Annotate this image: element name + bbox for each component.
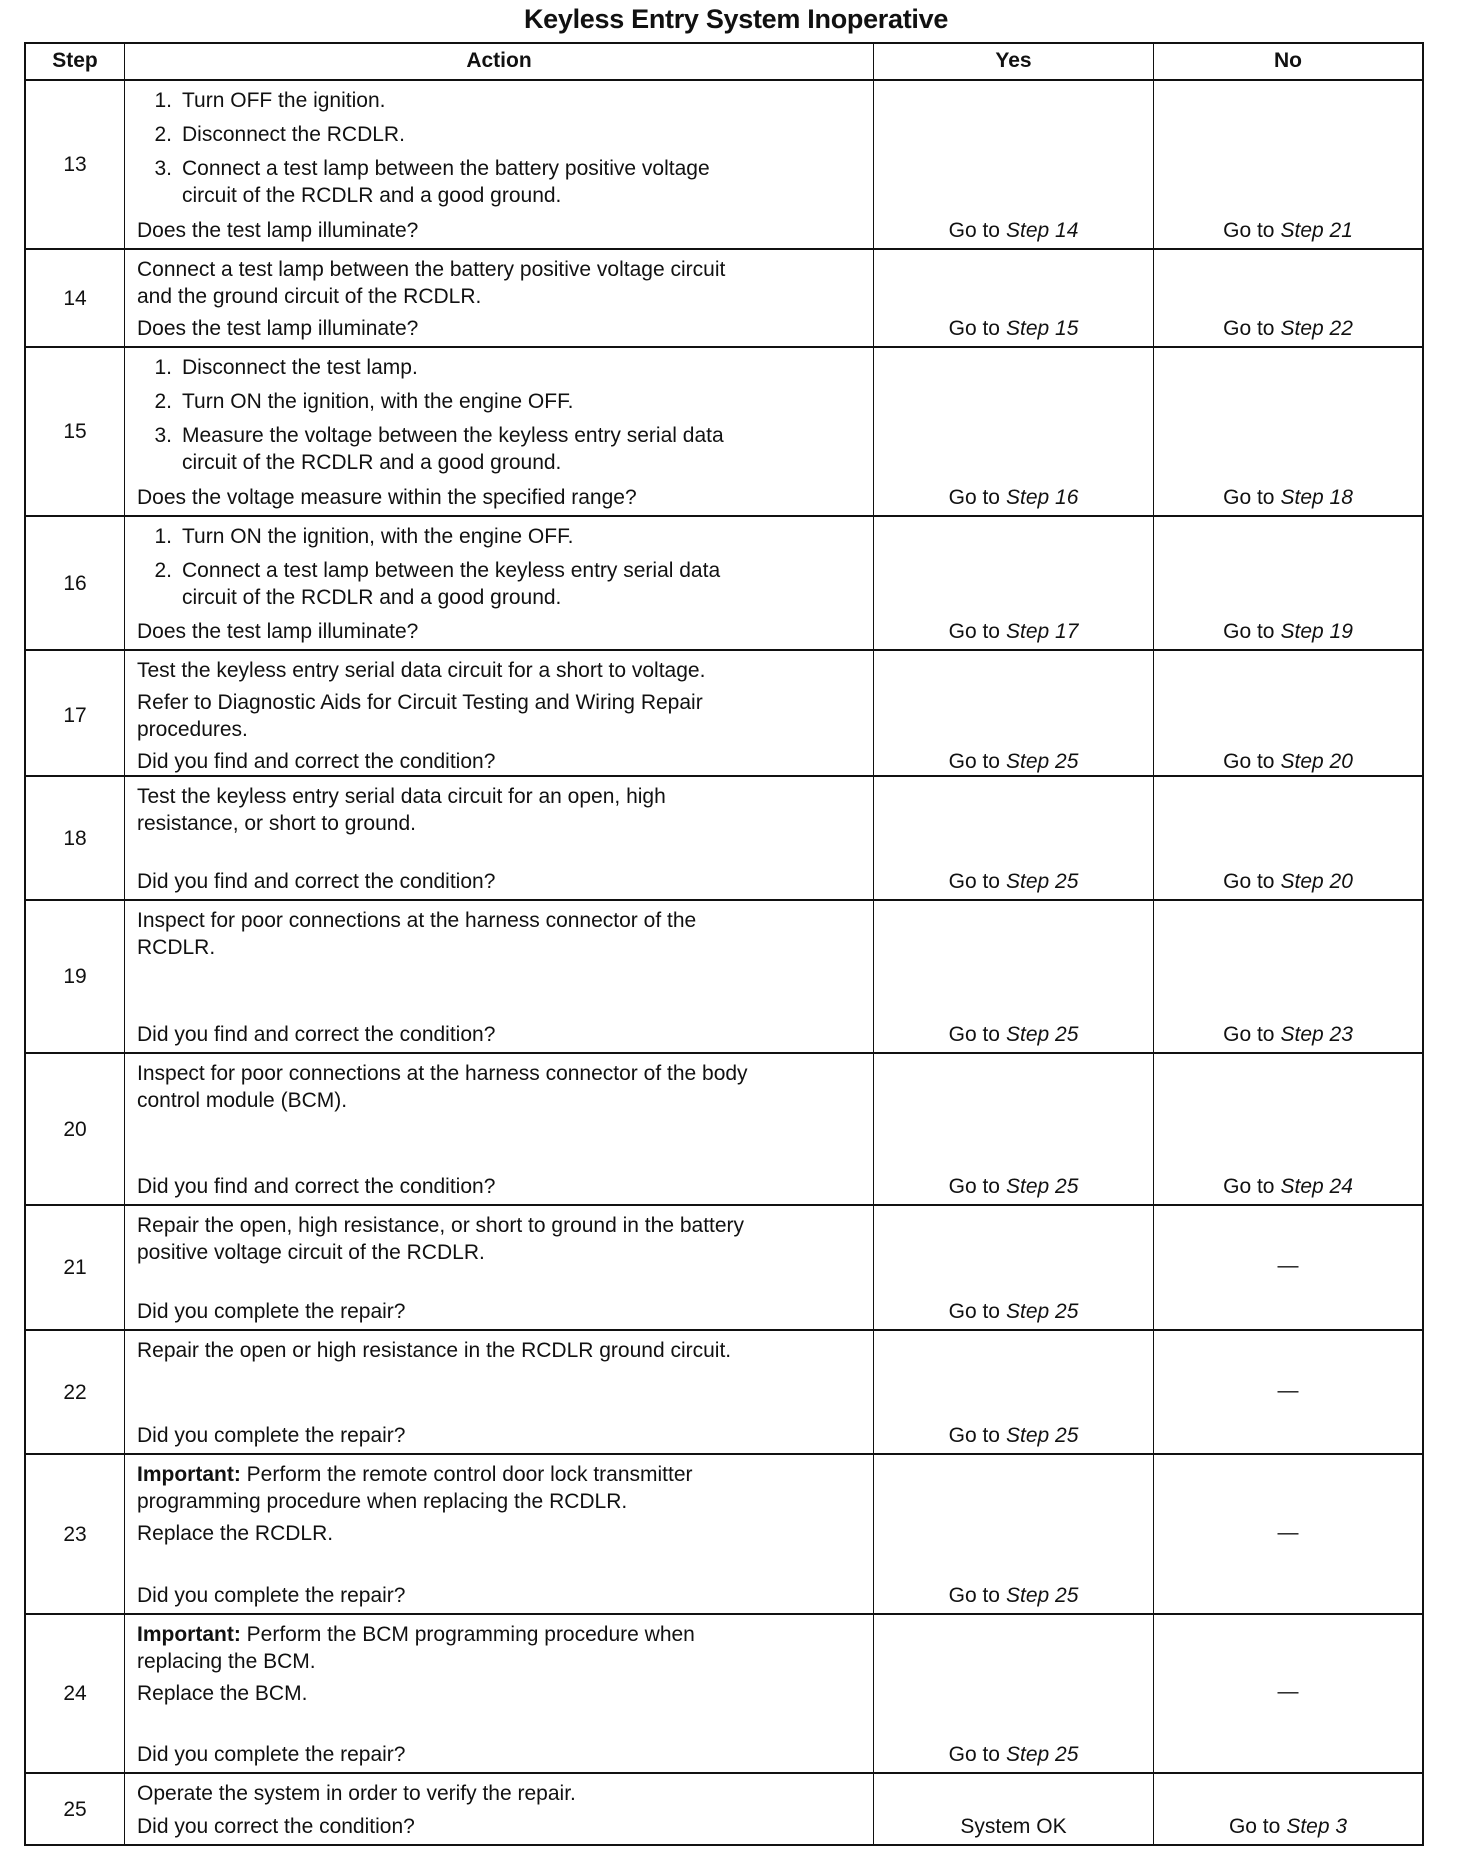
no-result — [1153, 1455, 1422, 1613]
text-line: Turn ON the ignition, with the engine OFF. — [182, 525, 574, 548]
text-line — [137, 810, 865, 837]
text-line: circuit of the RCDLR and a good ground. — [182, 586, 562, 609]
action-cell — [124, 1054, 873, 1204]
yes-result — [873, 1054, 1153, 1204]
item-number: 2. — [154, 123, 172, 146]
question: Did you find and correct the condition? — [137, 750, 496, 773]
no-result — [1153, 250, 1422, 346]
action-body — [137, 1780, 865, 1812]
no-goto-prefix: Go to — [1223, 870, 1275, 893]
diagnostic-table — [24, 42, 1424, 1846]
no-result — [1153, 777, 1422, 899]
text-span: replacing the BCM. — [137, 1650, 316, 1673]
text-span: resistance, or short to ground. — [137, 812, 416, 835]
question: Did you complete the repair? — [137, 1743, 406, 1766]
text-line — [137, 1239, 865, 1266]
text-line: Turn OFF the ignition. — [182, 89, 386, 112]
text-line — [137, 256, 865, 283]
text-line: Measure the voltage between the keyless entry serial data — [182, 424, 724, 447]
item-text — [182, 422, 724, 476]
text-line — [137, 1337, 865, 1364]
yes-goto-prefix: Go to — [948, 219, 1000, 242]
no-goto-prefix: Go to — [1223, 317, 1275, 340]
text-span: procedures. — [137, 718, 248, 741]
no-result — [1153, 901, 1422, 1052]
text-line — [137, 1648, 865, 1675]
yes-goto-prefix: Go to — [948, 870, 1000, 893]
question: Did you find and correct the condition? — [137, 1175, 496, 1198]
yes-goto-step: Step 25 — [1005, 1743, 1079, 1766]
yes-goto-step: Step 25 — [1005, 750, 1079, 773]
text-span: Test the keyless entry serial data circuit for an open, high — [137, 785, 666, 808]
header-action: Action — [124, 44, 873, 79]
important-label: Important: — [137, 1463, 241, 1486]
text-line: Disconnect the test lamp. — [182, 356, 418, 379]
text-span: control module (BCM). — [137, 1089, 348, 1112]
text-line — [137, 1212, 865, 1239]
table-row — [26, 1329, 1422, 1453]
yes-result — [873, 1615, 1153, 1772]
yes-goto-step: Step 25 — [1005, 1023, 1079, 1046]
step-number: 16 — [63, 571, 87, 595]
action-paragraph — [137, 256, 865, 310]
action-body — [137, 523, 865, 618]
action-body — [137, 354, 865, 483]
text-line — [137, 1461, 865, 1488]
action-paragraph — [137, 907, 865, 961]
action-cell — [124, 250, 873, 346]
numbered-step — [137, 557, 865, 611]
action-paragraph — [137, 1520, 865, 1547]
text-line — [137, 1680, 865, 1707]
question: Did you find and correct the condition? — [137, 1023, 496, 1046]
text-span: Replace the RCDLR. — [137, 1522, 334, 1545]
numbered-step — [137, 155, 865, 209]
step-number: 14 — [63, 286, 87, 310]
no-result — [1153, 348, 1422, 515]
question: Does the test lamp illuminate? — [137, 219, 419, 242]
text-line: circuit of the RCDLR and a good ground. — [182, 451, 562, 474]
text-line: Turn ON the ignition, with the engine OFF. — [182, 390, 574, 413]
action-cell — [124, 651, 873, 779]
question: Does the test lamp illuminate? — [137, 317, 419, 340]
no-goto-step: Step 19 — [1280, 620, 1353, 643]
step-number: 13 — [63, 153, 87, 176]
text-span: and the ground circuit of the RCDLR. — [137, 285, 482, 308]
table-row — [26, 899, 1422, 1052]
action-paragraph — [137, 657, 865, 684]
yes-goto-step: Step 25 — [1005, 1424, 1079, 1447]
no-goto-step: Step 24 — [1280, 1175, 1353, 1198]
no-text: — — [1277, 1378, 1299, 1402]
action-paragraph — [137, 1337, 865, 1364]
no-goto-prefix: Go to — [1223, 620, 1275, 643]
text-line — [137, 1520, 865, 1547]
action-body — [137, 1212, 865, 1271]
item-text — [182, 354, 418, 381]
action-paragraph — [137, 689, 865, 743]
yes-goto-step: Step 25 — [1005, 1300, 1079, 1323]
yes-goto-step: Step 17 — [1005, 620, 1079, 643]
yes-goto-prefix: Go to — [948, 486, 1000, 509]
header-no: No — [1153, 44, 1422, 79]
numbered-step — [137, 354, 865, 381]
no-goto-step: Step 23 — [1280, 1023, 1353, 1046]
action-paragraph — [137, 783, 865, 837]
no-goto-step: Step 21 — [1280, 219, 1353, 242]
action-cell — [124, 517, 873, 649]
text-span: Test the keyless entry serial data circuit for a short to voltage. — [137, 659, 706, 682]
yes-goto-step: Step 16 — [1005, 486, 1079, 509]
question: Did you complete the repair? — [137, 1300, 406, 1323]
no-goto-step: Step 22 — [1280, 317, 1353, 340]
text-span: RCDLR. — [137, 936, 216, 959]
table-row — [26, 1052, 1422, 1204]
page-title: Keyless Entry System Inoperative — [523, 4, 949, 34]
yes-goto-step: Step 14 — [1005, 219, 1079, 242]
header-yes: Yes — [873, 44, 1153, 79]
item-number: 1. — [154, 356, 172, 379]
yes-result — [873, 901, 1153, 1052]
yes-result — [873, 1206, 1153, 1329]
item-text — [182, 557, 720, 611]
text-line — [137, 689, 865, 716]
action-cell — [124, 1331, 873, 1453]
numbered-step — [137, 87, 865, 114]
question: Does the test lamp illuminate? — [137, 620, 419, 643]
item-text — [182, 87, 385, 114]
step-number: 25 — [63, 1797, 87, 1821]
step-number: 20 — [63, 1117, 87, 1141]
no-goto-prefix: Go to — [1223, 1175, 1275, 1198]
step-number: 15 — [63, 420, 87, 443]
question: Did you find and correct the condition? — [137, 870, 496, 893]
numbered-step — [137, 388, 865, 415]
table-row — [26, 346, 1422, 515]
action-paragraph — [137, 1780, 865, 1807]
no-result — [1153, 1615, 1422, 1772]
step-number: 24 — [63, 1682, 87, 1705]
yes-goto-step: Step 25 — [1005, 1175, 1079, 1198]
text-span: Repair the open, high resistance, or short to ground in the battery — [137, 1214, 745, 1237]
action-cell — [124, 1206, 873, 1329]
text-span: Connect a test lamp between the battery positive voltage circuit — [137, 258, 726, 281]
table-row — [26, 1453, 1422, 1613]
no-text: — — [1277, 1680, 1299, 1703]
yes-goto-prefix: Go to — [948, 620, 1000, 643]
item-text — [182, 121, 405, 148]
step-number: 19 — [63, 965, 87, 988]
step-number: 21 — [63, 1256, 87, 1279]
no-result — [1153, 1054, 1422, 1204]
question: Did you complete the repair? — [137, 1584, 406, 1607]
text-line — [137, 907, 865, 934]
action-paragraph — [137, 1212, 865, 1266]
no-goto-prefix: Go to — [1223, 486, 1275, 509]
no-result — [1153, 517, 1422, 649]
item-text — [182, 388, 573, 415]
step-number: 23 — [63, 1522, 87, 1546]
table-header — [26, 44, 1422, 79]
table-row — [26, 1204, 1422, 1329]
yes-goto-prefix: Go to — [948, 1743, 1000, 1766]
text-span: Inspect for poor connections at the harness connector of the body — [137, 1062, 748, 1085]
no-result — [1153, 1331, 1422, 1453]
item-number: 3. — [154, 424, 172, 447]
no-text: — — [1277, 1520, 1299, 1544]
text-line — [137, 283, 865, 310]
no-result — [1153, 1774, 1422, 1844]
action-body — [137, 1060, 865, 1119]
no-goto-step: Step 20 — [1280, 870, 1353, 893]
item-number: 1. — [154, 89, 172, 112]
text-span: Perform the remote control door lock transmitter — [246, 1463, 693, 1486]
text-span: Perform the BCM programming procedure when — [246, 1623, 695, 1646]
table-row — [26, 1613, 1422, 1772]
action-paragraph — [137, 1461, 865, 1515]
text-line — [137, 1087, 865, 1114]
step-number: 22 — [63, 1380, 87, 1404]
no-goto-prefix: Go to — [1223, 219, 1275, 242]
yes-result — [873, 1331, 1153, 1453]
text-span: Inspect for poor connections at the harness connector of the — [137, 909, 697, 932]
no-goto-prefix: Go to — [1228, 1815, 1281, 1838]
yes-result — [873, 1455, 1153, 1613]
yes-result — [873, 1774, 1153, 1844]
text-span: programming procedure when replacing the RCDLR. — [137, 1490, 628, 1513]
item-number: 2. — [154, 559, 172, 582]
text-span: Operate the system in order to verify the repair. — [137, 1782, 576, 1805]
yes-goto-prefix: Go to — [948, 1175, 1000, 1198]
yes-goto-prefix: Go to — [948, 1424, 1000, 1447]
action-cell — [124, 1774, 873, 1844]
action-cell — [124, 348, 873, 515]
text-line — [137, 1060, 865, 1087]
action-body — [137, 783, 865, 842]
yes-goto-prefix: Go to — [948, 750, 1000, 773]
item-text — [182, 523, 573, 550]
text-line: circuit of the RCDLR and a good ground. — [182, 184, 562, 207]
important-label: Important: — [137, 1623, 241, 1646]
text-line: Disconnect the RCDLR. — [182, 123, 405, 146]
no-goto-step: Step 20 — [1280, 750, 1353, 773]
item-number: 2. — [154, 390, 172, 413]
yes-result — [873, 517, 1153, 649]
no-result — [1153, 81, 1422, 248]
text-line — [137, 716, 865, 743]
table-row — [26, 1772, 1422, 1844]
no-goto-step: Step 18 — [1280, 486, 1353, 509]
action-body — [137, 256, 865, 315]
item-number: 3. — [154, 157, 172, 180]
action-cell — [124, 901, 873, 1052]
text-span: Refer to Diagnostic Aids for Circuit Testing and Wiring Repair — [137, 691, 703, 714]
action-cell — [124, 777, 873, 899]
yes-result — [873, 250, 1153, 346]
item-number: 1. — [154, 525, 172, 548]
yes-result — [873, 777, 1153, 899]
step-number: 17 — [63, 703, 87, 727]
numbered-step — [137, 422, 865, 476]
question: Did you complete the repair? — [137, 1424, 406, 1447]
yes-text: System OK — [960, 1815, 1067, 1838]
numbered-step — [137, 523, 865, 550]
text-line: Connect a test lamp between the battery positive voltage — [182, 157, 710, 180]
question: Does the voltage measure within the specified range? — [137, 486, 637, 509]
text-line — [137, 657, 865, 684]
yes-result — [873, 348, 1153, 515]
action-paragraph — [137, 1621, 865, 1675]
yes-result — [873, 651, 1153, 779]
action-body — [137, 87, 865, 216]
action-body — [137, 657, 865, 748]
yes-goto-prefix: Go to — [948, 1023, 1000, 1046]
no-goto-step: Step 3 — [1286, 1815, 1348, 1838]
no-result — [1153, 651, 1422, 779]
text-line — [137, 934, 865, 961]
text-line — [137, 783, 865, 810]
action-paragraph — [137, 1060, 865, 1114]
yes-goto-step: Step 25 — [1005, 870, 1079, 893]
table-row — [26, 515, 1422, 649]
yes-goto-prefix: Go to — [948, 1584, 1000, 1607]
action-cell — [124, 1455, 873, 1613]
yes-result — [873, 81, 1153, 248]
text-line — [137, 1488, 865, 1515]
step-number: 18 — [63, 826, 87, 850]
no-goto-prefix: Go to — [1223, 1023, 1275, 1046]
text-line: Connect a test lamp between the keyless entry serial data — [182, 559, 721, 582]
yes-goto-prefix: Go to — [948, 1300, 1000, 1323]
text-span: Repair the open or high resistance in the RCDLR ground circuit. — [137, 1339, 732, 1362]
action-body — [137, 1337, 865, 1369]
table-row — [26, 248, 1422, 346]
action-cell — [124, 1615, 873, 1772]
action-body — [137, 907, 865, 966]
yes-goto-step: Step 25 — [1005, 1584, 1079, 1607]
text-span: positive voltage circuit of the RCDLR. — [137, 1241, 485, 1264]
action-body — [137, 1621, 865, 1712]
table-row — [26, 79, 1422, 248]
text-line — [137, 1621, 865, 1648]
numbered-step — [137, 121, 865, 148]
item-text — [182, 155, 710, 209]
text-span: Replace the BCM. — [137, 1682, 308, 1705]
text-line — [137, 1780, 865, 1807]
table-row — [26, 649, 1422, 775]
no-goto-prefix: Go to — [1223, 750, 1275, 773]
yes-goto-prefix: Go to — [948, 317, 1000, 340]
header-step: Step — [52, 49, 98, 72]
no-text: — — [1277, 1254, 1299, 1277]
table-row — [26, 775, 1422, 899]
question: Did you correct the condition? — [137, 1815, 415, 1838]
action-cell — [124, 81, 873, 248]
no-result — [1153, 1206, 1422, 1329]
yes-goto-step: Step 15 — [1005, 317, 1079, 340]
action-body — [137, 1461, 865, 1552]
action-paragraph — [137, 1680, 865, 1707]
